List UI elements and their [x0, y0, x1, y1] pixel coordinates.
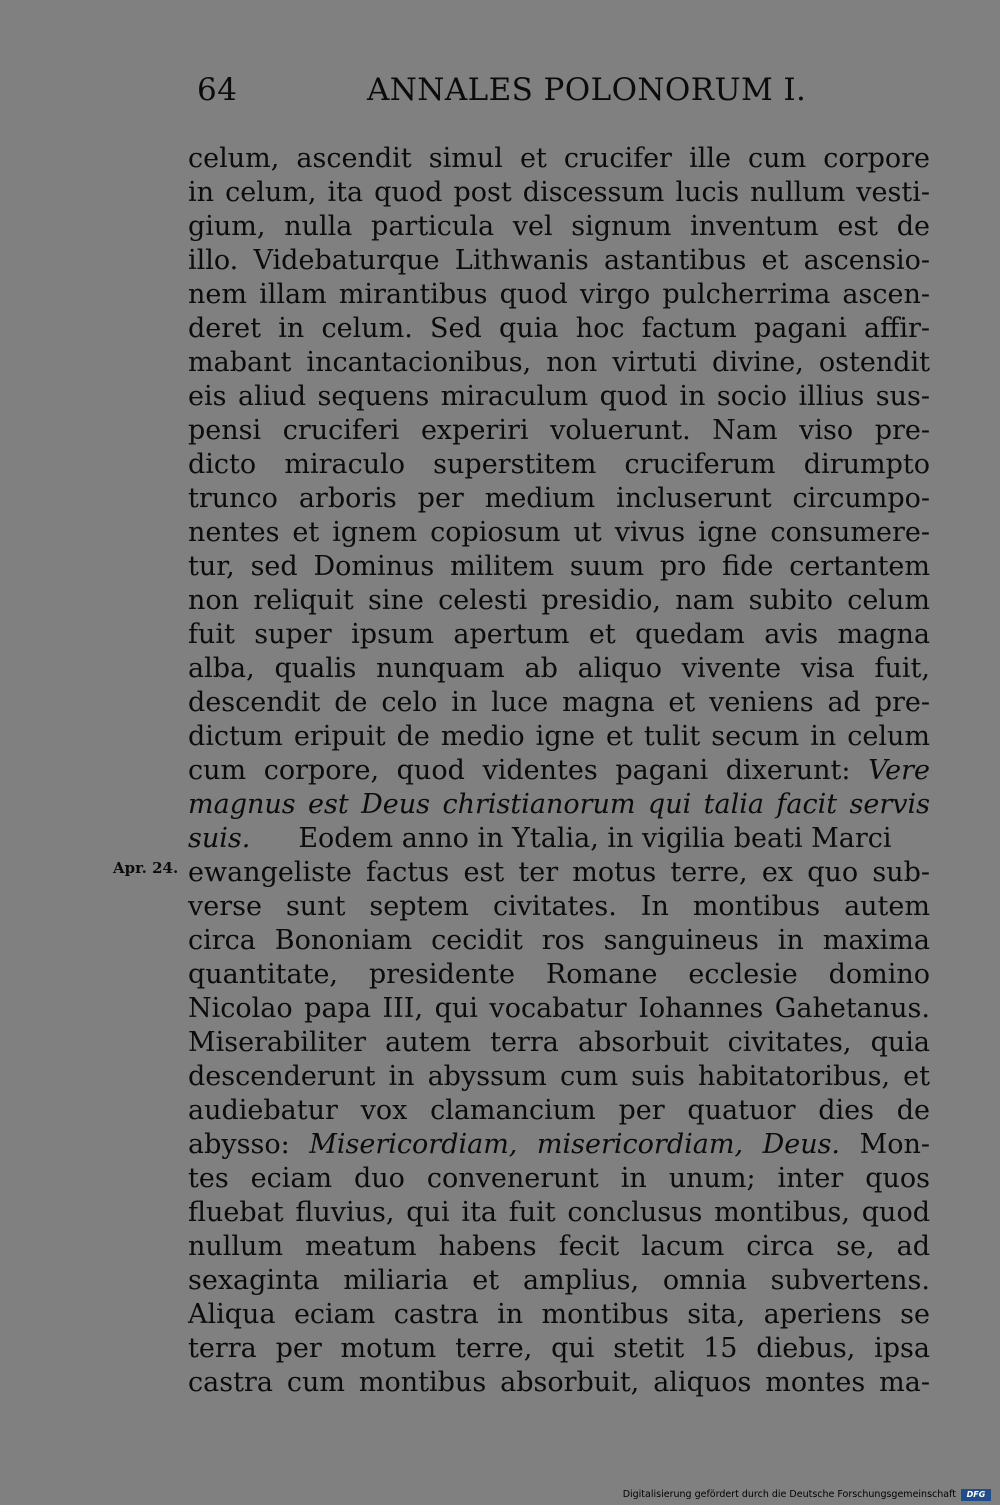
- dfg-logo: DFG: [961, 1489, 991, 1501]
- italic-text-line: magnus est Deus christianorum qui talia facit servis: [188, 789, 930, 820]
- text-line: terra per motum terre, qui stetit 15 diebus, ipsa: [188, 1333, 930, 1364]
- italic-text-segment: Vere: [868, 755, 930, 786]
- text-line: Aliqua eciam castra in montibus sita, aperiens se: [188, 1299, 930, 1330]
- text-segment: abysso:: [188, 1129, 290, 1160]
- text-line: tur, sed Dominus militem suum pro fide certantem: [188, 551, 930, 582]
- text-segment: Mon-: [859, 1129, 930, 1160]
- text-line: nentes et ignem copiosum ut vivus igne consumere-: [188, 517, 930, 548]
- text-line: nullum meatum habens fecit lacum circa se, ad: [188, 1231, 930, 1262]
- text-line: alba, qualis nunquam ab aliquo vivente visa fuit,: [188, 653, 930, 684]
- italic-text-segment: Misericordiam, misericordiam, Deus.: [309, 1129, 841, 1160]
- text-line: illo. Videbaturque Lithwanis astantibus et ascensio-: [188, 245, 930, 276]
- text-line: descendit de celo in luce magna et veniens ad pre-: [188, 687, 930, 718]
- text-line: fluebat fluvius, qui ita fuit conclusus montibus, quod: [188, 1197, 930, 1228]
- text-line: gium, nulla particula vel signum inventum est de: [188, 211, 930, 242]
- text-line: descenderunt in abyssum cum suis habitatoribus, et: [188, 1061, 930, 1092]
- body-text: [188, 142, 930, 1400]
- text-line-with-italic: [188, 1128, 930, 1162]
- text-line: eis aliud sequens miraculum quod in socio illius sus-: [188, 381, 930, 412]
- text-line: deret in celum. Sed quia hoc factum pagani affir-: [188, 313, 930, 344]
- text-line: verse sunt septem civitates. In montibus autem: [188, 891, 930, 922]
- digitization-credit: Digitalisierung gefördert durch die Deutsche Forschungsgemeinschaft: [622, 1489, 956, 1500]
- text-segment: Eodem anno in Ytalia, in vigilia beati Marci: [298, 823, 892, 854]
- running-title: ANNALES POLONORUM I.: [367, 72, 807, 108]
- text-line: tes eciam duo convenerunt in unum; inter quos: [188, 1163, 930, 1194]
- text-line: ewangeliste factus est ter motus terre, ex quo sub-: [188, 857, 930, 888]
- text-line: circa Bononiam cecidit ros sanguineus in maxima: [188, 925, 930, 956]
- page-number: 64: [197, 72, 238, 108]
- text-line: castra cum montibus absorbuit, aliquos montes ma-: [188, 1367, 930, 1398]
- text-line: Nicolao papa III, qui vocabatur Iohannes Gahetanus.: [188, 993, 930, 1024]
- text-line: pensi cruciferi experiri voluerunt. Nam viso pre-: [188, 415, 930, 446]
- text-line: non reliquit sine celesti presidio, nam subito celum: [188, 585, 930, 616]
- text-segment: cum corpore, quod videntes pagani dixerunt:: [188, 755, 851, 786]
- text-line: in celum, ita quod post discessum lucis nullum vesti-: [188, 177, 930, 208]
- margin-date-note: Apr. 24.: [113, 859, 179, 877]
- text-line: celum, ascendit simul et crucifer ille cum corpore: [188, 143, 930, 174]
- text-line: fuit super ipsum apertum et quedam avis magna: [188, 619, 930, 650]
- text-line: mabant incantacionibus, non virtuti divine, ostendit: [188, 347, 930, 378]
- text-line: nem illam mirantibus quod virgo pulcherrima ascen-: [188, 279, 930, 310]
- text-line: quantitate, presidente Romane ecclesie domino: [188, 959, 930, 990]
- text-line-with-italic: [188, 822, 930, 856]
- text-line: audiebatur vox clamancium per quatuor dies de: [188, 1095, 930, 1126]
- text-line: Miserabiliter autem terra absorbuit civitates, quia: [188, 1027, 930, 1058]
- text-line: dictum eripuit de medio igne et tulit secum in celum: [188, 721, 930, 752]
- italic-text-segment: suis.: [188, 823, 251, 854]
- text-line-with-italic: [188, 754, 930, 788]
- text-line: dicto miraculo superstitem cruciferum dirumpto: [188, 449, 930, 480]
- text-line: sexaginta miliaria et amplius, omnia subvertens.: [188, 1265, 930, 1296]
- text-line: trunco arboris per medium incluserunt circumpo-: [188, 483, 930, 514]
